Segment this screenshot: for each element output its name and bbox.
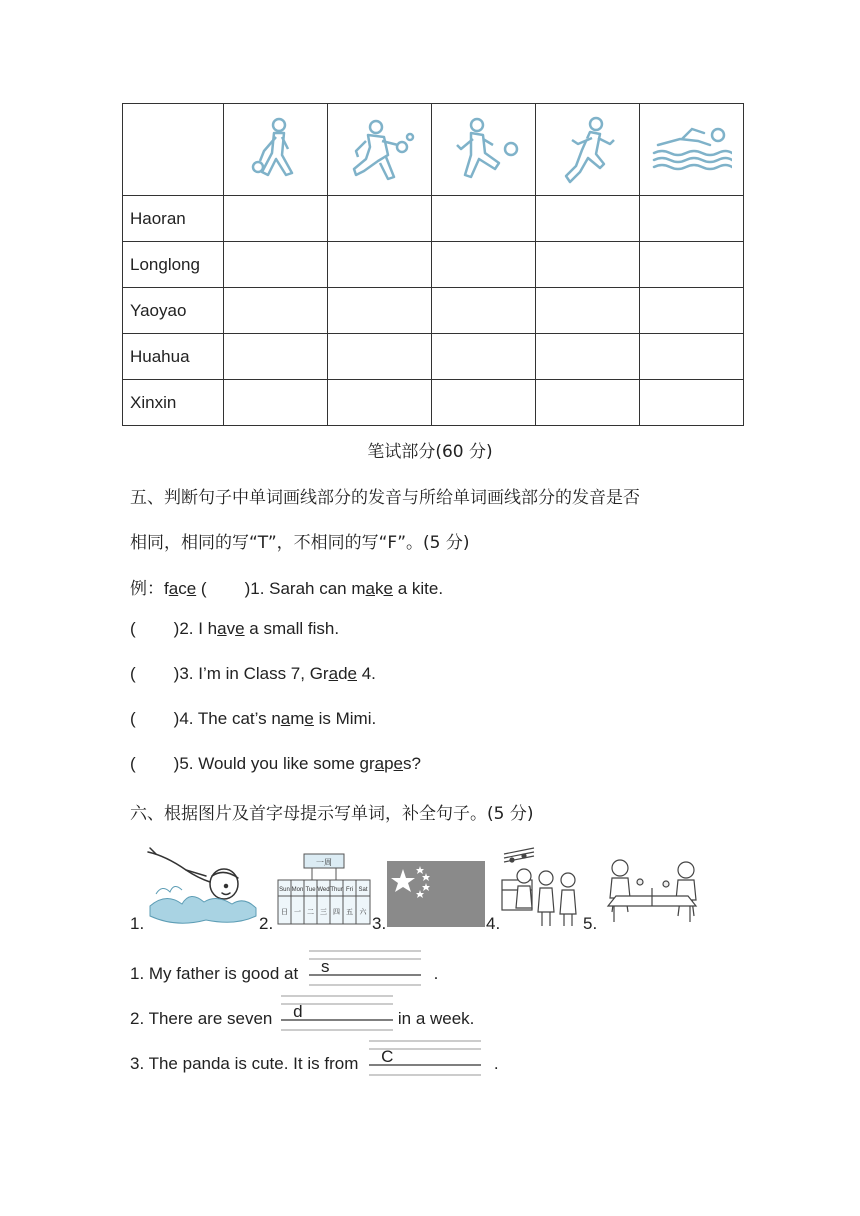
- calendar-day: Sat: [358, 887, 368, 893]
- item-mid: d: [338, 664, 348, 683]
- picture-label: 4.: [486, 914, 501, 933]
- four-line-blank[interactable]: [309, 957, 421, 979]
- table-row: [123, 380, 744, 426]
- answer-cell[interactable]: [224, 288, 328, 334]
- answer-paren-open: (: [130, 619, 136, 638]
- example-prefix: 例：: [130, 579, 164, 599]
- calendar-header: 一周: [316, 858, 332, 867]
- section6-title: 六、根据图片及首字母提示写单词，补全句子。(5 分): [130, 804, 534, 824]
- hint-letter: C: [381, 1047, 394, 1066]
- item-rest: 4.: [357, 664, 376, 683]
- swimmer-icon: [640, 104, 744, 196]
- sports-table: [122, 103, 744, 426]
- football-player-icon: [432, 104, 536, 196]
- example-underlined-1: a: [168, 579, 179, 598]
- example-word-b: c: [178, 579, 187, 598]
- answer-cell[interactable]: [328, 380, 432, 426]
- calendar-char: 一: [294, 908, 301, 916]
- calendar-picture: [276, 850, 372, 931]
- section5-title-line1: 五、判断句子中单词画线部分的发音与所给单词画线部分的发音是否: [130, 488, 640, 508]
- item-mid: p: [384, 754, 394, 773]
- answer-cell[interactable]: [640, 242, 744, 288]
- item-rest: s?: [403, 754, 421, 773]
- runner-icon: [536, 104, 640, 196]
- answer-cell[interactable]: [640, 288, 744, 334]
- answer-cell[interactable]: [432, 196, 536, 242]
- answer-cell[interactable]: [224, 196, 328, 242]
- item-text: )4. The cat’s n: [173, 709, 281, 728]
- answer-cell[interactable]: [640, 196, 744, 242]
- table-header-row: [123, 104, 744, 196]
- hint-letter: s: [320, 957, 330, 976]
- four-line-blank[interactable]: [281, 1002, 393, 1024]
- answer-cell[interactable]: [536, 288, 640, 334]
- student-name: Longlong: [123, 242, 224, 288]
- sentence-after: in a week.: [397, 1009, 475, 1028]
- calendar-day: Wed: [317, 887, 330, 893]
- ping-pong-player-icon: [328, 104, 432, 196]
- picture-label: 2.: [259, 914, 274, 933]
- swimming-picture: [146, 846, 258, 933]
- answer-cell[interactable]: [536, 242, 640, 288]
- answer-paren-open: (: [200, 579, 207, 598]
- sentence-before: 3. The panda is cute. It is from: [130, 1054, 359, 1073]
- item-text: )1. Sarah can m: [244, 579, 366, 598]
- item-underlined-1: a: [374, 754, 385, 773]
- sentence-before: 1. My father is good at: [130, 964, 299, 983]
- student-name: Huahua: [123, 334, 224, 380]
- calendar-char: 二: [307, 908, 314, 916]
- answer-cell[interactable]: [328, 334, 432, 380]
- four-line-blank[interactable]: [369, 1047, 481, 1069]
- calendar-char: 三: [320, 908, 327, 916]
- answer-cell[interactable]: [536, 196, 640, 242]
- hint-letter: d: [293, 1002, 303, 1021]
- item-rest: a kite.: [392, 579, 444, 598]
- sentence-before: 2. There are seven: [130, 1009, 273, 1028]
- item-underlined-2: e: [235, 619, 245, 638]
- answer-cell[interactable]: [432, 334, 536, 380]
- answer-cell[interactable]: [536, 334, 640, 380]
- item-text: )5. Would you like some gr: [173, 754, 375, 773]
- fill-sentence-3: [130, 1047, 499, 1074]
- answer-cell[interactable]: [224, 334, 328, 380]
- table-row: [123, 242, 744, 288]
- item-underlined-1: a: [328, 664, 339, 683]
- calendar-day: Fri: [346, 887, 353, 893]
- basketball-player-icon: [224, 104, 328, 196]
- music-lesson-picture: [498, 846, 582, 933]
- example-underlined-2: e: [186, 579, 197, 598]
- item-text: )3. I’m in Class 7, Gr: [173, 664, 329, 683]
- answer-cell[interactable]: [432, 288, 536, 334]
- calendar-day: Mon: [291, 887, 304, 893]
- written-part-title: 笔试部分(60 分): [367, 442, 493, 462]
- item-underlined-2: e: [347, 664, 357, 683]
- item-mid: k: [375, 579, 384, 598]
- section5-title-line2: 相同，相同的写“T”，不相同的写“F”。(5 分): [130, 533, 470, 553]
- item-mid: m: [290, 709, 305, 728]
- calendar-char: 五: [346, 908, 353, 916]
- judge-item-3: [130, 664, 376, 684]
- item-underlined-2: e: [393, 754, 404, 773]
- item-rest: a small fish.: [244, 619, 340, 638]
- item-rest: is Mimi.: [313, 709, 377, 728]
- answer-cell[interactable]: [224, 242, 328, 288]
- student-name: Xinxin: [123, 380, 224, 426]
- calendar-char: 六: [359, 908, 367, 916]
- answer-cell[interactable]: [640, 334, 744, 380]
- answer-cell[interactable]: [328, 288, 432, 334]
- answer-cell[interactable]: [328, 242, 432, 288]
- item-underlined-2: e: [304, 709, 314, 728]
- judge-item-4: [130, 709, 376, 729]
- table-row: [123, 196, 744, 242]
- calendar-char: 日: [281, 908, 288, 916]
- student-name: Haoran: [123, 196, 224, 242]
- judge-item-5: [130, 754, 421, 774]
- item-underlined-1: a: [365, 579, 375, 598]
- answer-cell[interactable]: [328, 196, 432, 242]
- picture-label: 5.: [583, 914, 598, 933]
- item-mid: v: [226, 619, 236, 638]
- answer-paren-open: (: [130, 754, 136, 773]
- answer-cell[interactable]: [432, 380, 536, 426]
- calendar-day: Sun: [279, 887, 290, 893]
- answer-cell[interactable]: [224, 380, 328, 426]
- fill-sentence-1: [130, 957, 438, 984]
- answer-paren-open: (: [130, 664, 136, 683]
- calendar-day: Thur: [330, 887, 343, 893]
- picture-label: 1.: [130, 914, 145, 933]
- answer-cell[interactable]: [536, 380, 640, 426]
- fill-sentence-2: [130, 1002, 474, 1029]
- item-underlined-2: e: [383, 579, 393, 598]
- item-underlined-1: a: [280, 709, 291, 728]
- item-text: )2. I h: [173, 619, 218, 638]
- answer-cell[interactable]: [432, 242, 536, 288]
- answer-cell[interactable]: [640, 380, 744, 426]
- sentence-after: .: [493, 1054, 499, 1073]
- example-line: [130, 574, 443, 599]
- ping-pong-picture: [600, 856, 704, 931]
- picture-label: 3.: [372, 914, 387, 933]
- table-row: [123, 334, 744, 380]
- answer-paren-open: (: [130, 709, 136, 728]
- sentence-after: .: [433, 964, 439, 983]
- example-word-a: f: [164, 579, 169, 598]
- item-underlined-1: a: [217, 619, 227, 638]
- calendar-day: Tue: [305, 887, 316, 893]
- student-name: Yaoyao: [123, 288, 224, 334]
- calendar-char: 四: [333, 908, 340, 916]
- judge-item-2: [130, 619, 339, 639]
- table-row: [123, 288, 744, 334]
- corner-cell: [123, 104, 224, 196]
- china-flag-picture: [387, 861, 485, 932]
